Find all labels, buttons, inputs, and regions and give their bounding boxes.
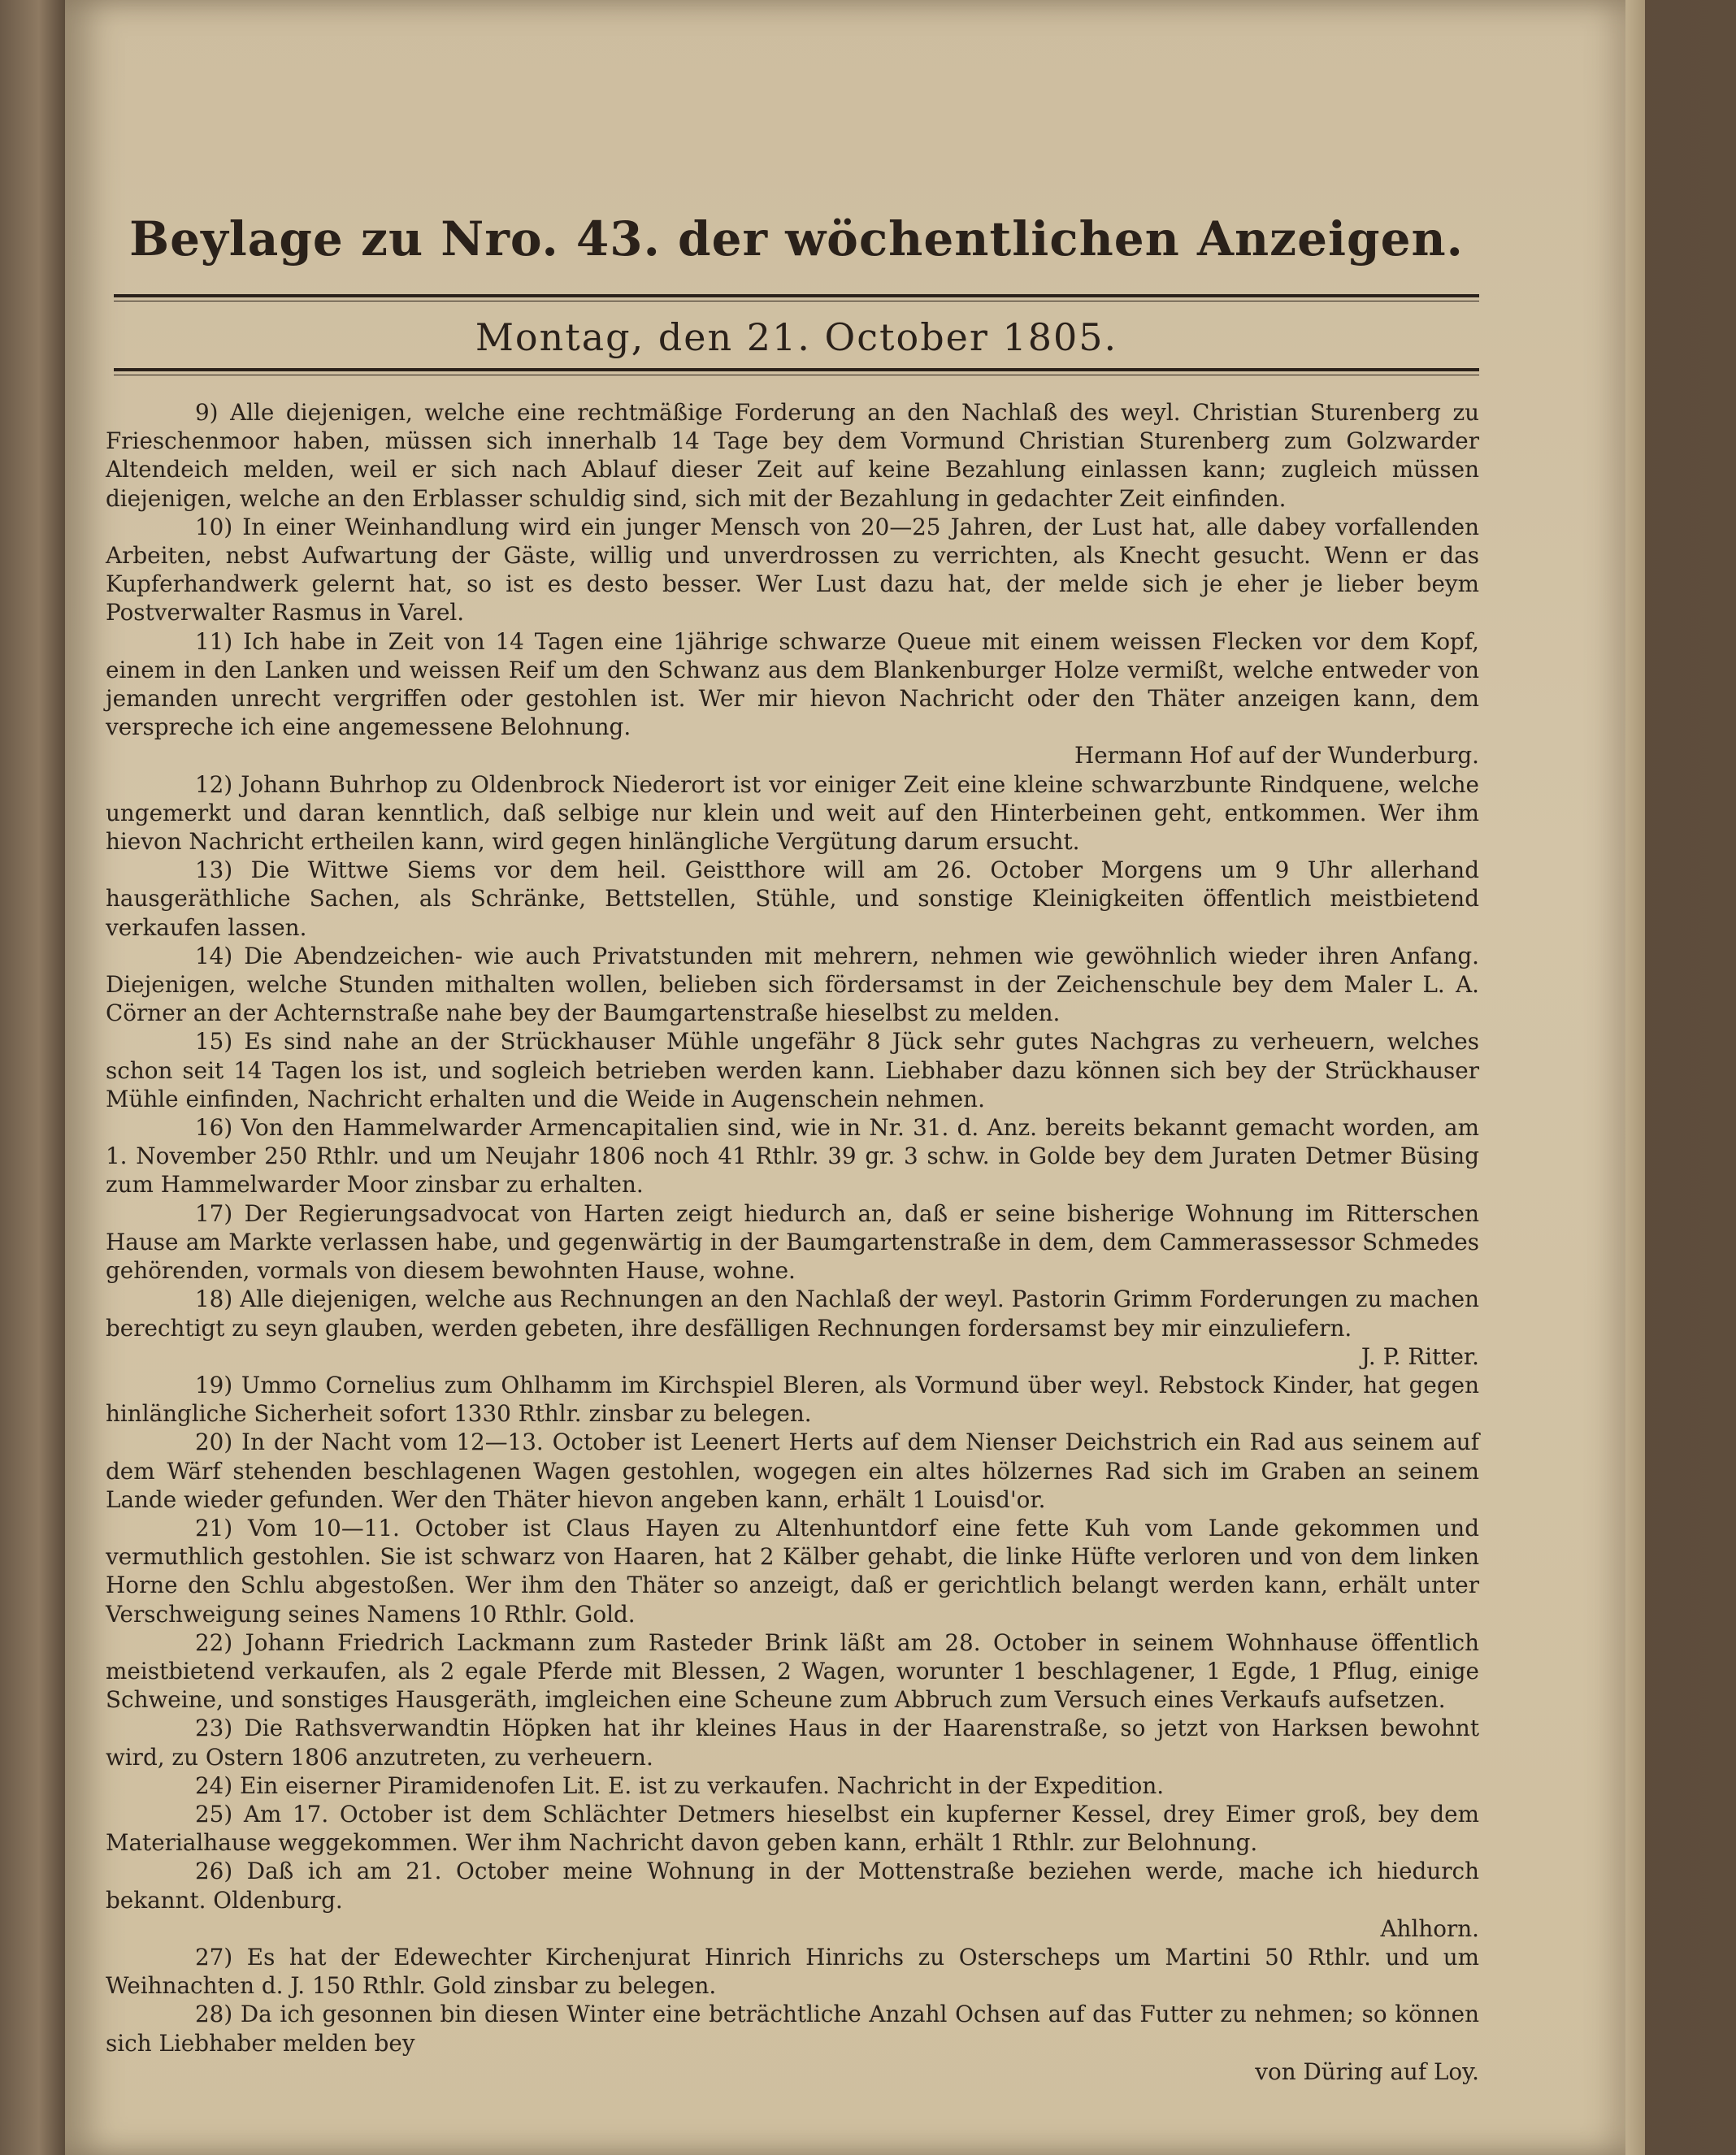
notice-16: 16) Von den Hammelwarder Armencapitalien sind, wie in Nr. 31. d. Anz. bereits bekannt gemacht worden, am 1. November 250 Rthlr. und um Neujahr 1806 noch 41 Rthlr. 39 gr. 3 schw. in Golde bey dem Juraten Detmer Büsing zum Hammelwarder Moor zinsbar zu erhalten. [106, 1114, 1479, 1199]
notice-19: 19) Ummo Cornelius zum Ohlhamm im Kirchspiel Bleren, als Vormund über weyl. Rebstock Kinder, hat gegen hinlängliche Sicherheit sofort 1330 Rthlr. zinsbar zu belegen. [106, 1371, 1479, 1428]
notice-10: 10) In einer Weinhandlung wird ein junger Mensch von 20—25 Jahren, der Lust hat, alle dabey vorfallenden Arbeiten, nebst Aufwartung der Gäste, willig und unverdrossen zu verrichten, als Knecht gesucht. Wenn er das Kupferhandwerk gelernt hat, so ist es desto besser. Wer Lust dazu hat, der melde sich je eher je lieber beym Postverwalter Rasmus in Varel. [106, 513, 1479, 627]
notice-26-signature: Ahlhorn. [1380, 1914, 1479, 1942]
notices-column [106, 398, 1479, 2086]
notice-11-signature: Hermann Hof auf der Wunderburg. [1074, 742, 1479, 770]
notice-17: 17) Der Regierungsadvocat von Harten zeigt hiedurch an, daß er seine bisherige Wohnung im Ritterschen Hause am Markte verlassen habe, und gegenwärtig in der Baumgartenstraße in dem, dem Cammerassessor Schmedes gehörenden, vormals von diesem bewohnten Hause, wohne. [106, 1199, 1479, 1285]
issue-date: Montag, den 21. October 1805. [475, 315, 1118, 359]
notice-26: 26) Daß ich am 21. October meine Wohnung in der Mottenstraße beziehen werde, mache ich hiedurch bekannt. Oldenburg. [106, 1858, 1479, 1914]
page-edge [1625, 0, 1645, 2155]
notice-20: 20) In der Nacht vom 12—13. October ist Leenert Herts auf dem Nienser Deichstrich ein Rad aus seinem auf dem Wärf stehenden beschlagenen Wagen gestohlen, wogegen ein altes hölzernes Rad sich im Graben an seinem Lande wieder gefunden. Wer den Thäter hievon angeben kann, erhält 1 Louisd'or. [106, 1429, 1479, 1513]
notice-28: 28) Da ich gesonnen bin diesen Winter eine beträchtliche Anzahl Ochsen auf das Futter zu nehmen; so können sich Liebhaber melden bey [106, 2001, 1479, 2057]
notice-25: 25) Am 17. October ist dem Schlächter Detmers hieselbst ein kupferner Kessel, drey Eimer groß, bey dem Materialhause weggekommen. Wer ihm Nachricht davon geben kann, erhält 1 Rthlr. zur Belohnung. [106, 1800, 1479, 1857]
notice-18-signature: J. P. Ritter. [1361, 1342, 1479, 1370]
facing-page-edge [0, 0, 65, 2155]
notice-13: 13) Die Wittwe Siems vor dem heil. Geistthore will am 26. October Morgens um 9 Uhr allerhand hausgeräthliche Sachen, als Schränke, Bettstellen, Stühle, und sonstige Kleinigkeiten öffentlich meistbietend verkaufen lassen. [106, 856, 1479, 941]
notice-14: 14) Die Abendzeichen- wie auch Privatstunden mit mehrern, nehmen wie gewöhnlich wieder ihren Anfang. Diejenigen, welche Stunden mithalten wollen, belieben sich fördersamst in der Zeichenschule bey dem Maler L. A. Cörner an der Achternstraße nahe bey der Baumgartenstraße hieselbst zu melden. [106, 942, 1479, 1027]
notice-24: 24) Ein eiserner Piramidenofen Lit. E. ist zu verkaufen. Nachricht in der Expedition. [195, 1771, 1165, 1799]
notice-23: 23) Die Rathsverwandtin Höpken hat ihr kleines Haus in der Haarenstraße, so jetzt von Harksen bewohnt wird, zu Ostern 1806 anzutreten, zu verheuern. [106, 1715, 1479, 1771]
page-title: Beylage zu Nro. 43. der wöchentlichen Anzeigen. [129, 211, 1464, 267]
notice-22: 22) Johann Friedrich Lackmann zum Rasteder Brink läßt am 28. October in seinem Wohnhause öffentlich meistbietend verkaufen, als 2 egale Pferde mit Blessen, 2 Wagen, worunter 1 beschlagener, 1 Egde, 1 Pflug, einige Schweine, und sonstiges Hausgeräth, imgleichen eine Scheune zum Abbruch zum Versuch eines Verkaufs aufsetzen. [106, 1628, 1479, 1714]
notice-18: 18) Alle diejenigen, welche aus Rechnungen an den Nachlaß der weyl. Pastorin Grimm Forderungen zu machen berechtigt zu seyn glauben, werden gebeten, ihre desfälligen Rechnungen fordersamst bey mir einzuliefern. [106, 1286, 1479, 1342]
notice-12: 12) Johann Buhrhop zu Oldenbrock Niederort ist vor einiger Zeit eine kleine schwarzbunte Rindquene, welche ungemerkt und daran kenntlich, daß selbige nur klein und weit auf den Hinterbeinen geht, entkommen. Wer ihm hievon Nachricht ertheilen kann, wird gegen hinlängliche Vergütung darum ersucht. [106, 770, 1479, 856]
notice-9: 9) Alle diejenigen, welche eine rechtmäßige Forderung an den Nachlaß des weyl. Christian Sturenberg zu Frieschenmoor haben, müssen sich innerhalb 14 Tage bey dem Vormund Christian Sturenberg zum Golzwarder Altendeich melden, weil er sich nach Ablauf dieser Zeit auf keine Bezahlung einlassen kann; zugleich müssen diejenigen, welche an den Erblasser schuldig sind, sich mit der Bezahlung in gedachter Zeit einfinden. [106, 399, 1479, 512]
notice-28-signature: von Düring auf Loy. [1255, 2057, 1479, 2085]
notice-27: 27) Es hat der Edewechter Kirchenjurat Hinrich Hinrichs zu Osterscheps um Martini 50 Rthlr. und um Weihnachten d. J. 150 Rthlr. Gold zinsbar zu belegen. [106, 1943, 1479, 2000]
notice-21: 21) Vom 10—11. October ist Claus Hayen zu Altenhuntdorf eine fette Kuh vom Lande gekommen und vermuthlich gestohlen. Sie ist schwarz von Haaren, hat 2 Kälber gehabt, die linke Hüfte verloren und von dem linken Horne den Schlu abgestoßen. Wer ihm den Thäter so anzeigt, daß er gerichtlich belangt werden kann, erhält unter Verschweigung seines Namens 10 Rthlr. Gold. [106, 1514, 1479, 1628]
notice-11: 11) Ich habe in Zeit von 14 Tagen eine 1jährige schwarze Queue mit einem weissen Flecken vor dem Kopf, einem in den Lanken und weissen Reif um den Schwanz aus dem Blankenburger Holze vermißt, welche entweder von jemanden unrecht vergriffen oder gestohlen ist. Wer mir hievon Nachricht oder den Thäter anzeigen kann, dem verspreche ich eine angemessene Belohnung. [106, 627, 1479, 741]
title-rule [114, 294, 1479, 297]
date-rule [114, 368, 1479, 371]
notice-15: 15) Es sind nahe an der Strückhauser Mühle ungefähr 8 Jück sehr gutes Nachgras zu verheuern, welches schon seit 14 Tagen los ist, und sogleich betrieben werden kann. Liebhaber dazu können sich bey der Strückhauser Mühle einfinden, Nachricht erhalten und die Weide in Augenschein nehmen. [106, 1028, 1479, 1112]
